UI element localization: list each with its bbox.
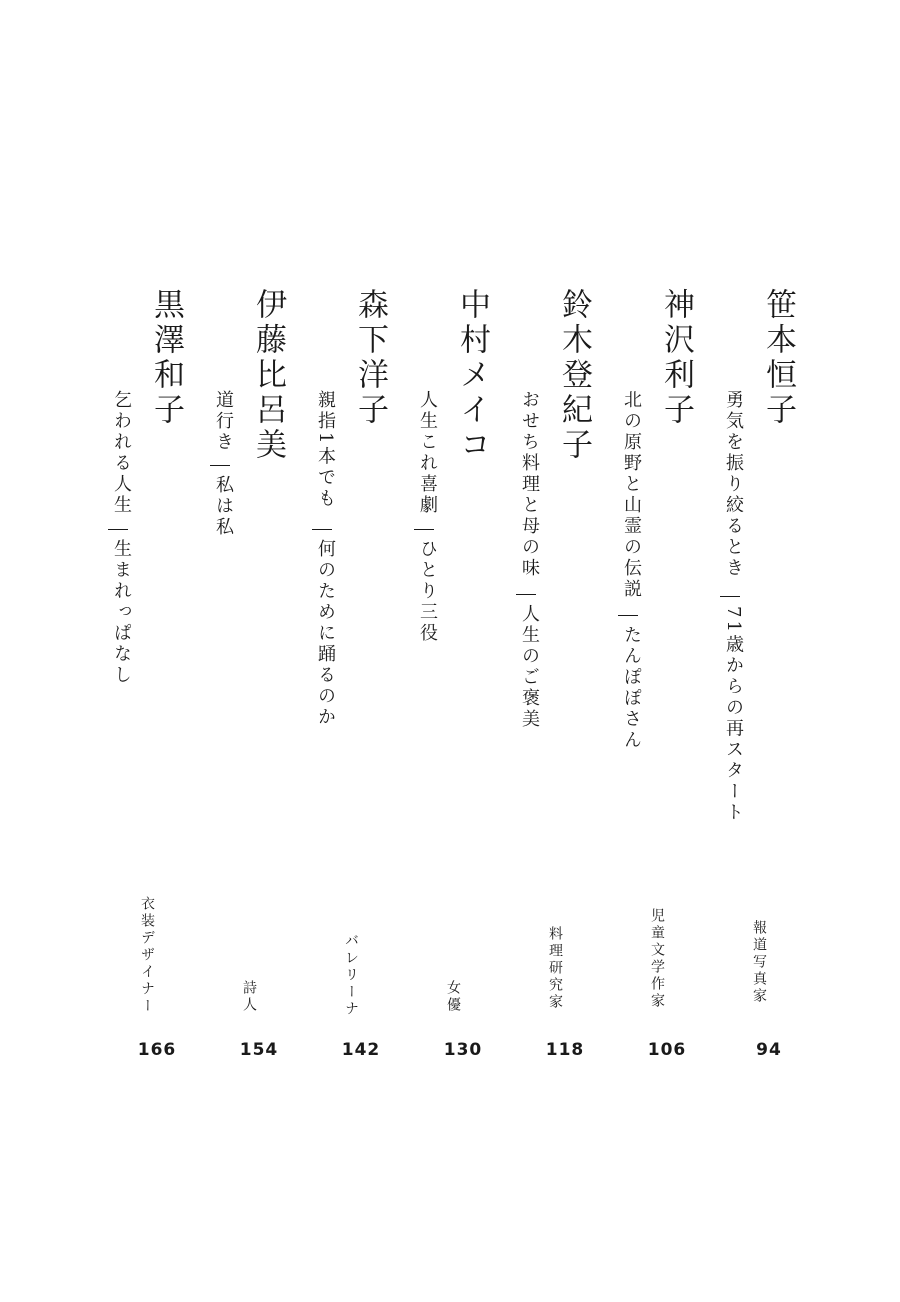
author-name: 森下洋子 [352,288,388,428]
essay-title-part1: 乞われる人生 [111,390,132,516]
author-profession: 詩人 [241,980,257,1014]
essay-title-part2: 生まれっぱなし [111,539,132,686]
author-name: 鈴木登紀子 [556,288,592,463]
essay-title-part1: 親指1本でも [315,390,336,510]
essay-title-part1: 勇気を振り絞るとき [723,390,744,579]
toc-entry[interactable] [315,0,448,1302]
toc-entry[interactable] [111,0,244,1302]
essay-title-part2: ひとり三役 [417,539,438,644]
toc-entry[interactable] [621,0,754,1302]
author-profession: 女優 [445,980,461,1014]
author-profession: 児童文学作家 [649,908,665,1010]
toc-entry[interactable] [723,0,856,1302]
page-number: 154 [239,1040,279,1060]
page-number: 166 [137,1040,177,1060]
toc-entry[interactable] [417,0,550,1302]
page-number: 142 [341,1040,381,1060]
essay-title-part2: たんぽぽさん [621,625,642,751]
author-name: 中村メイコ [454,288,490,463]
author-name: 笹本恒子 [760,288,796,428]
essay-title-part2: 私は私 [213,475,234,538]
page-number: 94 [756,1040,782,1060]
toc-entry[interactable] [519,0,652,1302]
essay-title-part1: おせち料理と母の味 [519,390,540,579]
page-number: 106 [647,1040,687,1060]
toc-entry[interactable] [213,0,346,1302]
page-number: 130 [443,1040,483,1060]
page-number: 118 [545,1040,585,1060]
title-dash [108,529,128,530]
essay-title-part1: 北の原野と山霊の伝説 [621,390,642,600]
author-name: 黒澤和子 [148,288,184,428]
author-profession: 報道写真家 [751,920,767,1005]
author-name: 伊藤比呂美 [250,288,286,463]
essay-title-part1: 道行き [213,390,234,453]
author-profession: 料理研究家 [547,926,563,1011]
essay-title-part2: 71歳からの再スタート [723,606,744,824]
author-profession: 衣装デザイナー [139,896,155,1015]
essay-title-part2: 人生のご褒美 [519,604,540,730]
author-name: 神沢利子 [658,288,694,428]
essay-title-part2: 何のために踊るのか [315,539,336,728]
essay-title-part1: 人生これ喜劇 [417,390,438,516]
author-profession: バレリーナ [343,933,359,1018]
